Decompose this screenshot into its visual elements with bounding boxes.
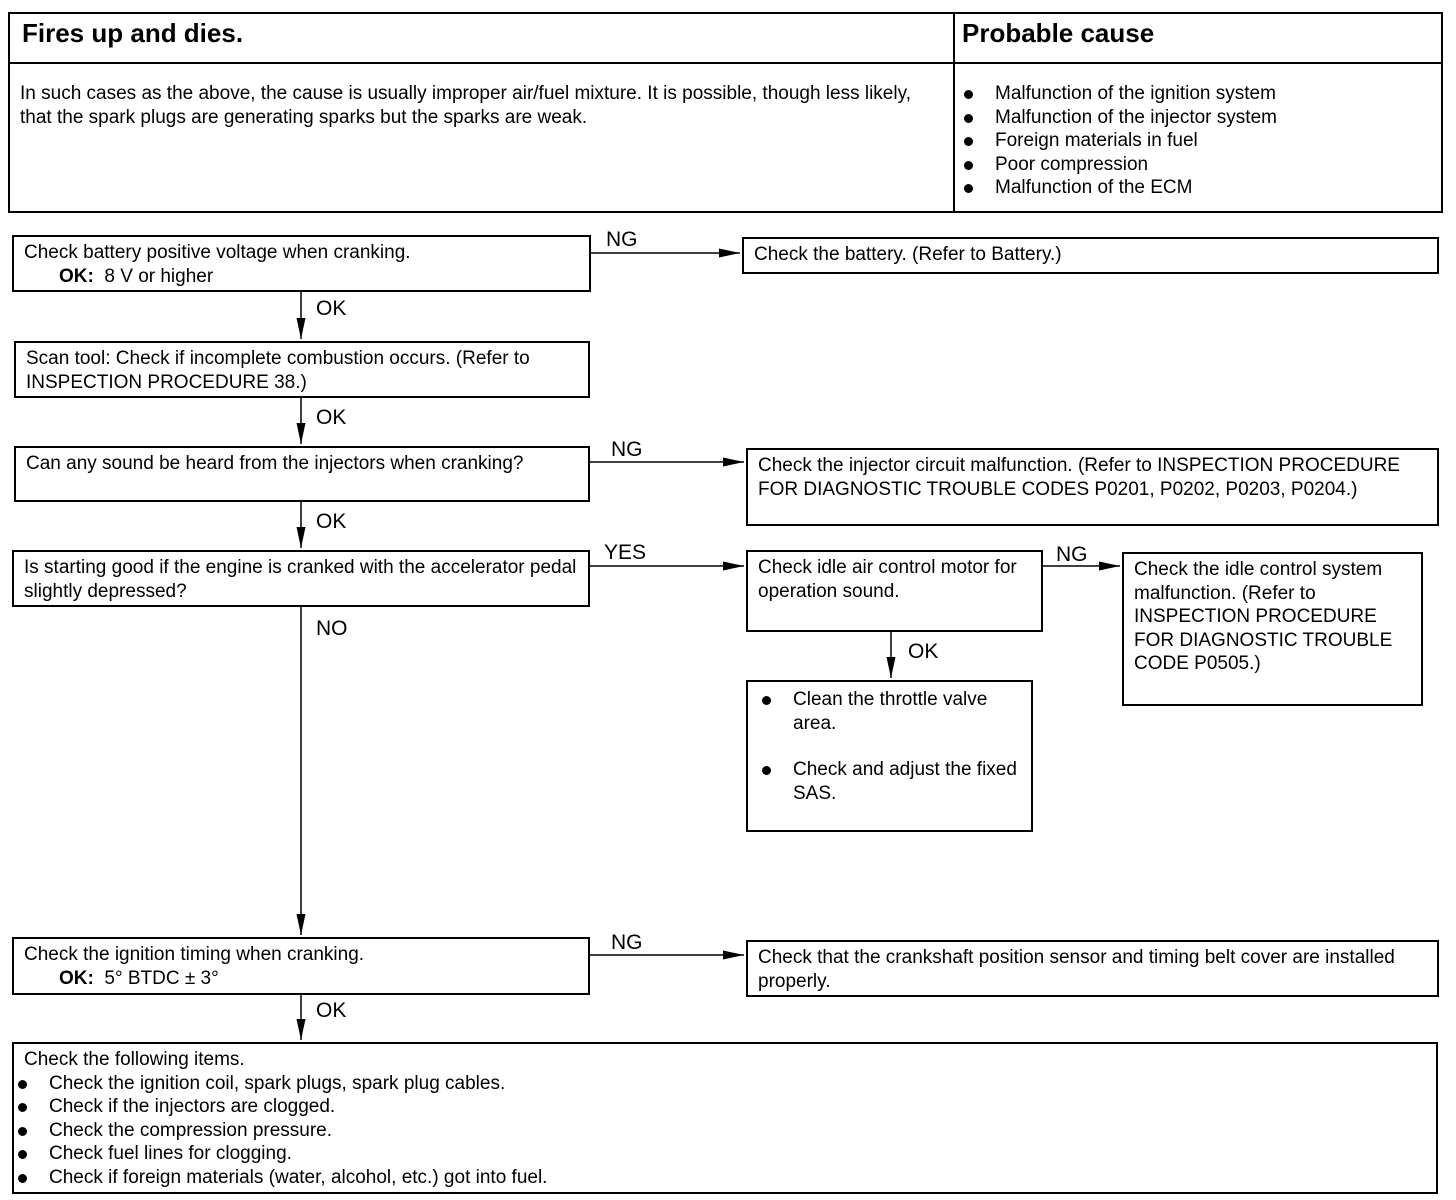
cause-item: Poor compression	[960, 153, 1277, 177]
ok-label: OK:	[59, 967, 94, 989]
ok-label: OK	[316, 510, 347, 533]
throttle-actions	[746, 680, 1033, 832]
injector-ng-action: Check the injector circuit malfunction. (Refer to INSPECTION PROCEDURE FOR DIAGNOSTIC TROUBLE CODES P0201, P0202, P0203, P0204.)	[746, 448, 1439, 526]
action-item: Clean the throttle valve area.	[758, 688, 1021, 735]
step-scan-tool: Scan tool: Check if incomplete combustion occurs. (Refer to INSPECTION PROCEDURE 38.)	[14, 341, 590, 398]
cause-item: Malfunction of the injector system	[960, 106, 1277, 130]
cause-item: Malfunction of the ignition system	[960, 82, 1277, 106]
ok-value: 5° BTDC ± 3°	[104, 967, 219, 989]
check-item: Check if the injectors are clogged.	[14, 1095, 1426, 1119]
cause-item: Foreign materials in fuel	[960, 129, 1277, 153]
no-label: NO	[316, 617, 348, 640]
check-item: Check the ignition coil, spark plugs, spark plug cables.	[14, 1072, 1426, 1096]
final-check-items	[12, 1042, 1438, 1194]
check-item: Check if foreign materials (water, alcohol, etc.) got into fuel.	[14, 1166, 1426, 1190]
step-accelerator: Is starting good if the engine is cranked with the accelerator pedal slightly depressed?	[12, 550, 590, 607]
action-item: Check and adjust the fixed SAS.	[758, 758, 1021, 805]
ok-label: OK	[908, 640, 939, 663]
ok-label: OK:	[59, 265, 94, 287]
ok-label: OK	[316, 297, 347, 320]
battery-ng-action: Check the battery. (Refer to Battery.)	[742, 237, 1439, 274]
step-battery-check	[12, 235, 591, 292]
ok-label: OK	[316, 999, 347, 1022]
ng-label: NG	[1056, 543, 1088, 566]
check-item: Check fuel lines for clogging.	[14, 1142, 1426, 1166]
idle-control-ng-action: Check the idle control system malfunction. (Refer to INSPECTION PROCEDURE FOR DIAGNOSTIC TROUBLE CODE P0505.)	[1122, 552, 1423, 706]
step-text: Check battery positive voltage when cranking.	[24, 242, 411, 263]
symptom-description: In such cases as the above, the cause is usually improper air/fuel mixture. It is possible, though less likely, that the spark plugs are generating sparks but the sparks are weak.	[20, 83, 911, 128]
ng-label: NG	[606, 228, 638, 251]
check-item: Check the compression pressure.	[14, 1119, 1426, 1143]
timing-ng-action: Check that the crankshaft position sensor and timing belt cover are installed properly.	[746, 940, 1439, 997]
ok-label: OK	[316, 406, 347, 429]
symptom-title: Fires up and dies.	[22, 18, 244, 48]
idle-air-control-check: Check idle air control motor for operation sound.	[746, 550, 1043, 632]
step-injector-sound: Can any sound be heard from the injectors when cranking?	[14, 446, 590, 502]
yes-label: YES	[604, 541, 647, 564]
ng-label: NG	[611, 438, 643, 461]
cause-item: Malfunction of the ECM	[960, 176, 1277, 200]
step-text: Check the following items.	[24, 1049, 245, 1070]
ok-value: 8 V or higher	[104, 265, 214, 287]
probable-cause-title: Probable cause	[962, 18, 1155, 48]
ng-label: NG	[611, 931, 643, 954]
step-ignition-timing	[12, 937, 590, 995]
step-text: Check the ignition timing when cranking.	[24, 944, 365, 965]
